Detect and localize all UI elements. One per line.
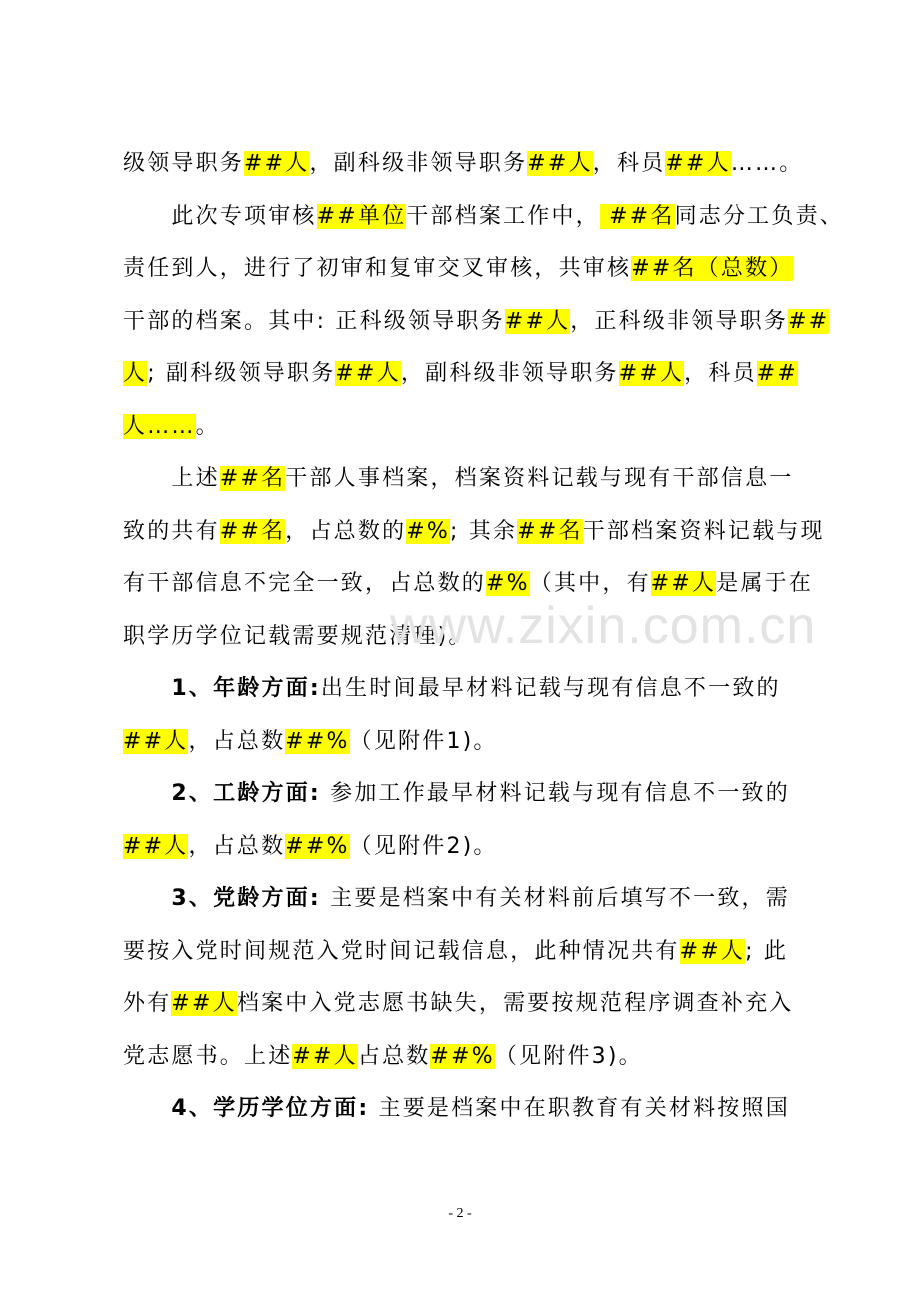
text-segment: ，正科级非领导职务 xyxy=(570,308,789,334)
text-segment: ，占总数 xyxy=(188,833,286,859)
highlighted-placeholder: ##名 xyxy=(599,203,675,229)
text-segment: ，科员 xyxy=(592,151,666,176)
text-segment: ，占总数的 xyxy=(285,518,407,544)
text-segment: （见附件1)。 xyxy=(349,728,498,754)
watermark: www.zixin.com.cn xyxy=(390,597,817,655)
text-segment: （见附件2)。 xyxy=(349,833,498,859)
text-segment: 主要是档案中在职教育有关材料按照国 xyxy=(369,1096,790,1121)
text-line xyxy=(123,978,801,1031)
page-number: - 2 - xyxy=(448,1206,472,1221)
highlighted-placeholder: ##名 xyxy=(219,518,286,544)
text-segment xyxy=(123,1096,171,1121)
text-segment: 上述 xyxy=(123,466,220,491)
highlighted-placeholder: ##名 xyxy=(219,466,286,491)
text-segment: 外有 xyxy=(123,991,172,1016)
highlighted-placeholder: ##人 xyxy=(618,361,685,386)
text-segment: 致的共有 xyxy=(123,518,220,544)
text-segment: ; 其余 xyxy=(450,518,518,544)
text-segment xyxy=(123,676,171,701)
text-line xyxy=(123,663,801,716)
highlighted-placeholder: ##人 xyxy=(244,151,310,176)
text-line xyxy=(123,716,801,769)
text-line xyxy=(123,768,801,821)
highlighted-placeholder: ## xyxy=(788,308,830,334)
text-segment: ，科员 xyxy=(684,361,757,386)
highlighted-placeholder: ##% xyxy=(285,833,350,859)
highlighted-placeholder: #% xyxy=(486,571,530,596)
highlighted-placeholder: ##人 xyxy=(504,308,571,334)
document-body xyxy=(123,138,844,1136)
text-line xyxy=(123,138,804,191)
text-line xyxy=(123,243,801,296)
text-segment: 党志愿书。上述 xyxy=(123,1043,293,1069)
highlighted-placeholder: ##% xyxy=(285,728,350,754)
text-line xyxy=(123,926,801,979)
highlighted-placeholder: ##名 xyxy=(517,518,583,544)
text-segment: ; 此 xyxy=(745,938,789,964)
text-segment: （见附件3)。 xyxy=(494,1043,643,1069)
text-segment: （其中，有 xyxy=(529,571,651,596)
text-line xyxy=(123,506,825,559)
text-segment: 级领导职务 xyxy=(123,151,245,176)
text-line xyxy=(123,611,801,664)
highlighted-placeholder: ##人 xyxy=(335,361,401,386)
highlighted-placeholder: ##人 xyxy=(171,991,237,1016)
section-heading: 4、学历学位方面: xyxy=(171,1096,370,1121)
text-segment: 干部档案工作中， xyxy=(406,203,600,229)
text-segment: 职学历学位记载需要规范清理)。 xyxy=(123,623,473,649)
highlighted-placeholder: ##% xyxy=(430,1043,495,1069)
highlighted-placeholder: ##人 xyxy=(292,1043,358,1069)
text-line xyxy=(123,558,814,611)
text-line xyxy=(123,453,801,506)
text-segment: 出生时间最早材料记载与现有信息不一致的 xyxy=(320,676,781,701)
text-segment: 责任到人，进行了初审和复审交叉审核，共审核 xyxy=(123,256,632,281)
highlighted-placeholder: ##人 xyxy=(123,833,189,859)
text-segment: 有干部信息不完全一致，占总数的 xyxy=(123,571,487,596)
section-heading: 1、年龄方面: xyxy=(171,676,321,701)
highlighted-placeholder: ##人 xyxy=(665,151,731,176)
text-line xyxy=(123,1031,801,1084)
text-segment: 此次专项审核 xyxy=(123,203,317,229)
section-heading: 3、党龄方面: xyxy=(171,886,321,911)
text-segment: ……。 xyxy=(730,151,804,176)
text-line xyxy=(123,191,844,244)
text-segment: 干部人事档案，档案资料记载与现有干部信息一 xyxy=(285,466,794,491)
text-segment: 参加工作最早材料记载与现有信息不一致的 xyxy=(320,781,790,806)
text-line xyxy=(123,348,801,401)
text-segment xyxy=(123,781,171,806)
text-line xyxy=(123,401,801,454)
text-segment: 主要是档案中有关材料前后填写不一致，需 xyxy=(320,886,790,911)
highlighted-placeholder: 人 xyxy=(123,361,148,386)
text-line xyxy=(123,1083,801,1136)
highlighted-placeholder: #% xyxy=(406,518,451,544)
highlighted-placeholder: ##名（总数） xyxy=(631,256,794,281)
text-segment: ，占总数 xyxy=(188,728,286,754)
text-segment: ; 副科级领导职务 xyxy=(147,361,336,386)
text-segment: 同志分工负责、 xyxy=(674,203,844,229)
highlighted-placeholder: ##人 xyxy=(123,728,189,754)
text-line xyxy=(123,296,830,349)
highlighted-placeholder: ##单位 xyxy=(316,203,407,229)
highlighted-placeholder: ##人 xyxy=(650,571,717,596)
text-segment: ，副科级非领导职务 xyxy=(309,151,528,176)
text-segment: 档案中入党志愿书缺失，需要按规范程序调查补充入 xyxy=(236,991,794,1016)
section-heading: 2、工龄方面: xyxy=(171,781,321,806)
text-segment: ，副科级非领导职务 xyxy=(400,361,619,386)
text-line xyxy=(123,873,801,926)
highlighted-placeholder: ##人 xyxy=(679,938,746,964)
highlighted-placeholder: ##人 xyxy=(527,151,593,176)
text-line xyxy=(123,821,801,874)
text-segment: 。 xyxy=(195,413,220,439)
text-segment: 干部档案资料记载与现 xyxy=(582,518,825,544)
text-segment xyxy=(123,886,171,911)
highlighted-placeholder: ## xyxy=(756,361,799,386)
highlighted-placeholder: 人…… xyxy=(123,413,196,439)
text-segment: 占总数 xyxy=(357,1043,431,1069)
text-segment: 是属于在 xyxy=(716,571,814,596)
text-segment: 干部的档案。其中: 正科级领导职务 xyxy=(123,308,505,334)
text-segment: 要按入党时间规范入党时间记载信息，此种情况共有 xyxy=(123,938,680,964)
